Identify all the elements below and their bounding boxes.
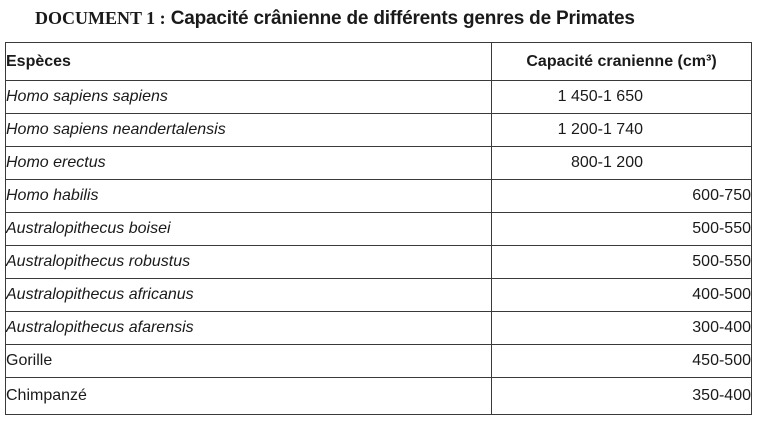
table-row xyxy=(6,213,752,246)
table-row xyxy=(6,81,752,114)
capacity-cell: 500-550 xyxy=(492,213,752,246)
species-cell: Australopithecus boisei xyxy=(6,213,492,246)
species-cell: Chimpanzé xyxy=(6,378,492,415)
table-row xyxy=(6,378,752,415)
document-title-text: Capacité crânienne de différents genres de Primates xyxy=(170,8,635,29)
species-cell: Homo erectus xyxy=(6,147,492,180)
capacity-cell: 600-750 xyxy=(492,180,752,213)
capacity-cell: 1 450-1 650 xyxy=(492,81,752,114)
capacity-cell: 800-1 200 xyxy=(492,147,752,180)
species-cell: Homo habilis xyxy=(6,180,492,213)
primate-cranial-capacity-table xyxy=(5,42,752,415)
capacity-cell: 350-400 xyxy=(492,378,752,415)
document-title xyxy=(35,8,635,30)
table-row xyxy=(6,114,752,147)
capacity-cell: 1 200-1 740 xyxy=(492,114,752,147)
capacity-cell: 400-500 xyxy=(492,279,752,312)
species-cell: Gorille xyxy=(6,345,492,378)
document-label: DOCUMENT 1 : xyxy=(35,8,166,28)
table-row xyxy=(6,279,752,312)
table-row xyxy=(6,147,752,180)
column-header-species: Espèces xyxy=(6,43,492,81)
capacity-cell: 450-500 xyxy=(492,345,752,378)
table-row xyxy=(6,180,752,213)
capacity-cell: 300-400 xyxy=(492,312,752,345)
column-header-capacity: Capacité cranienne (cm³) xyxy=(492,43,752,81)
species-cell: Homo sapiens neandertalensis xyxy=(6,114,492,147)
species-cell: Homo sapiens sapiens xyxy=(6,81,492,114)
table-row xyxy=(6,345,752,378)
species-cell: Australopithecus afarensis xyxy=(6,312,492,345)
species-cell: Australopithecus africanus xyxy=(6,279,492,312)
table-header-row xyxy=(6,43,752,81)
table-row xyxy=(6,246,752,279)
species-cell: Australopithecus robustus xyxy=(6,246,492,279)
table-row xyxy=(6,312,752,345)
capacity-cell: 500-550 xyxy=(492,246,752,279)
